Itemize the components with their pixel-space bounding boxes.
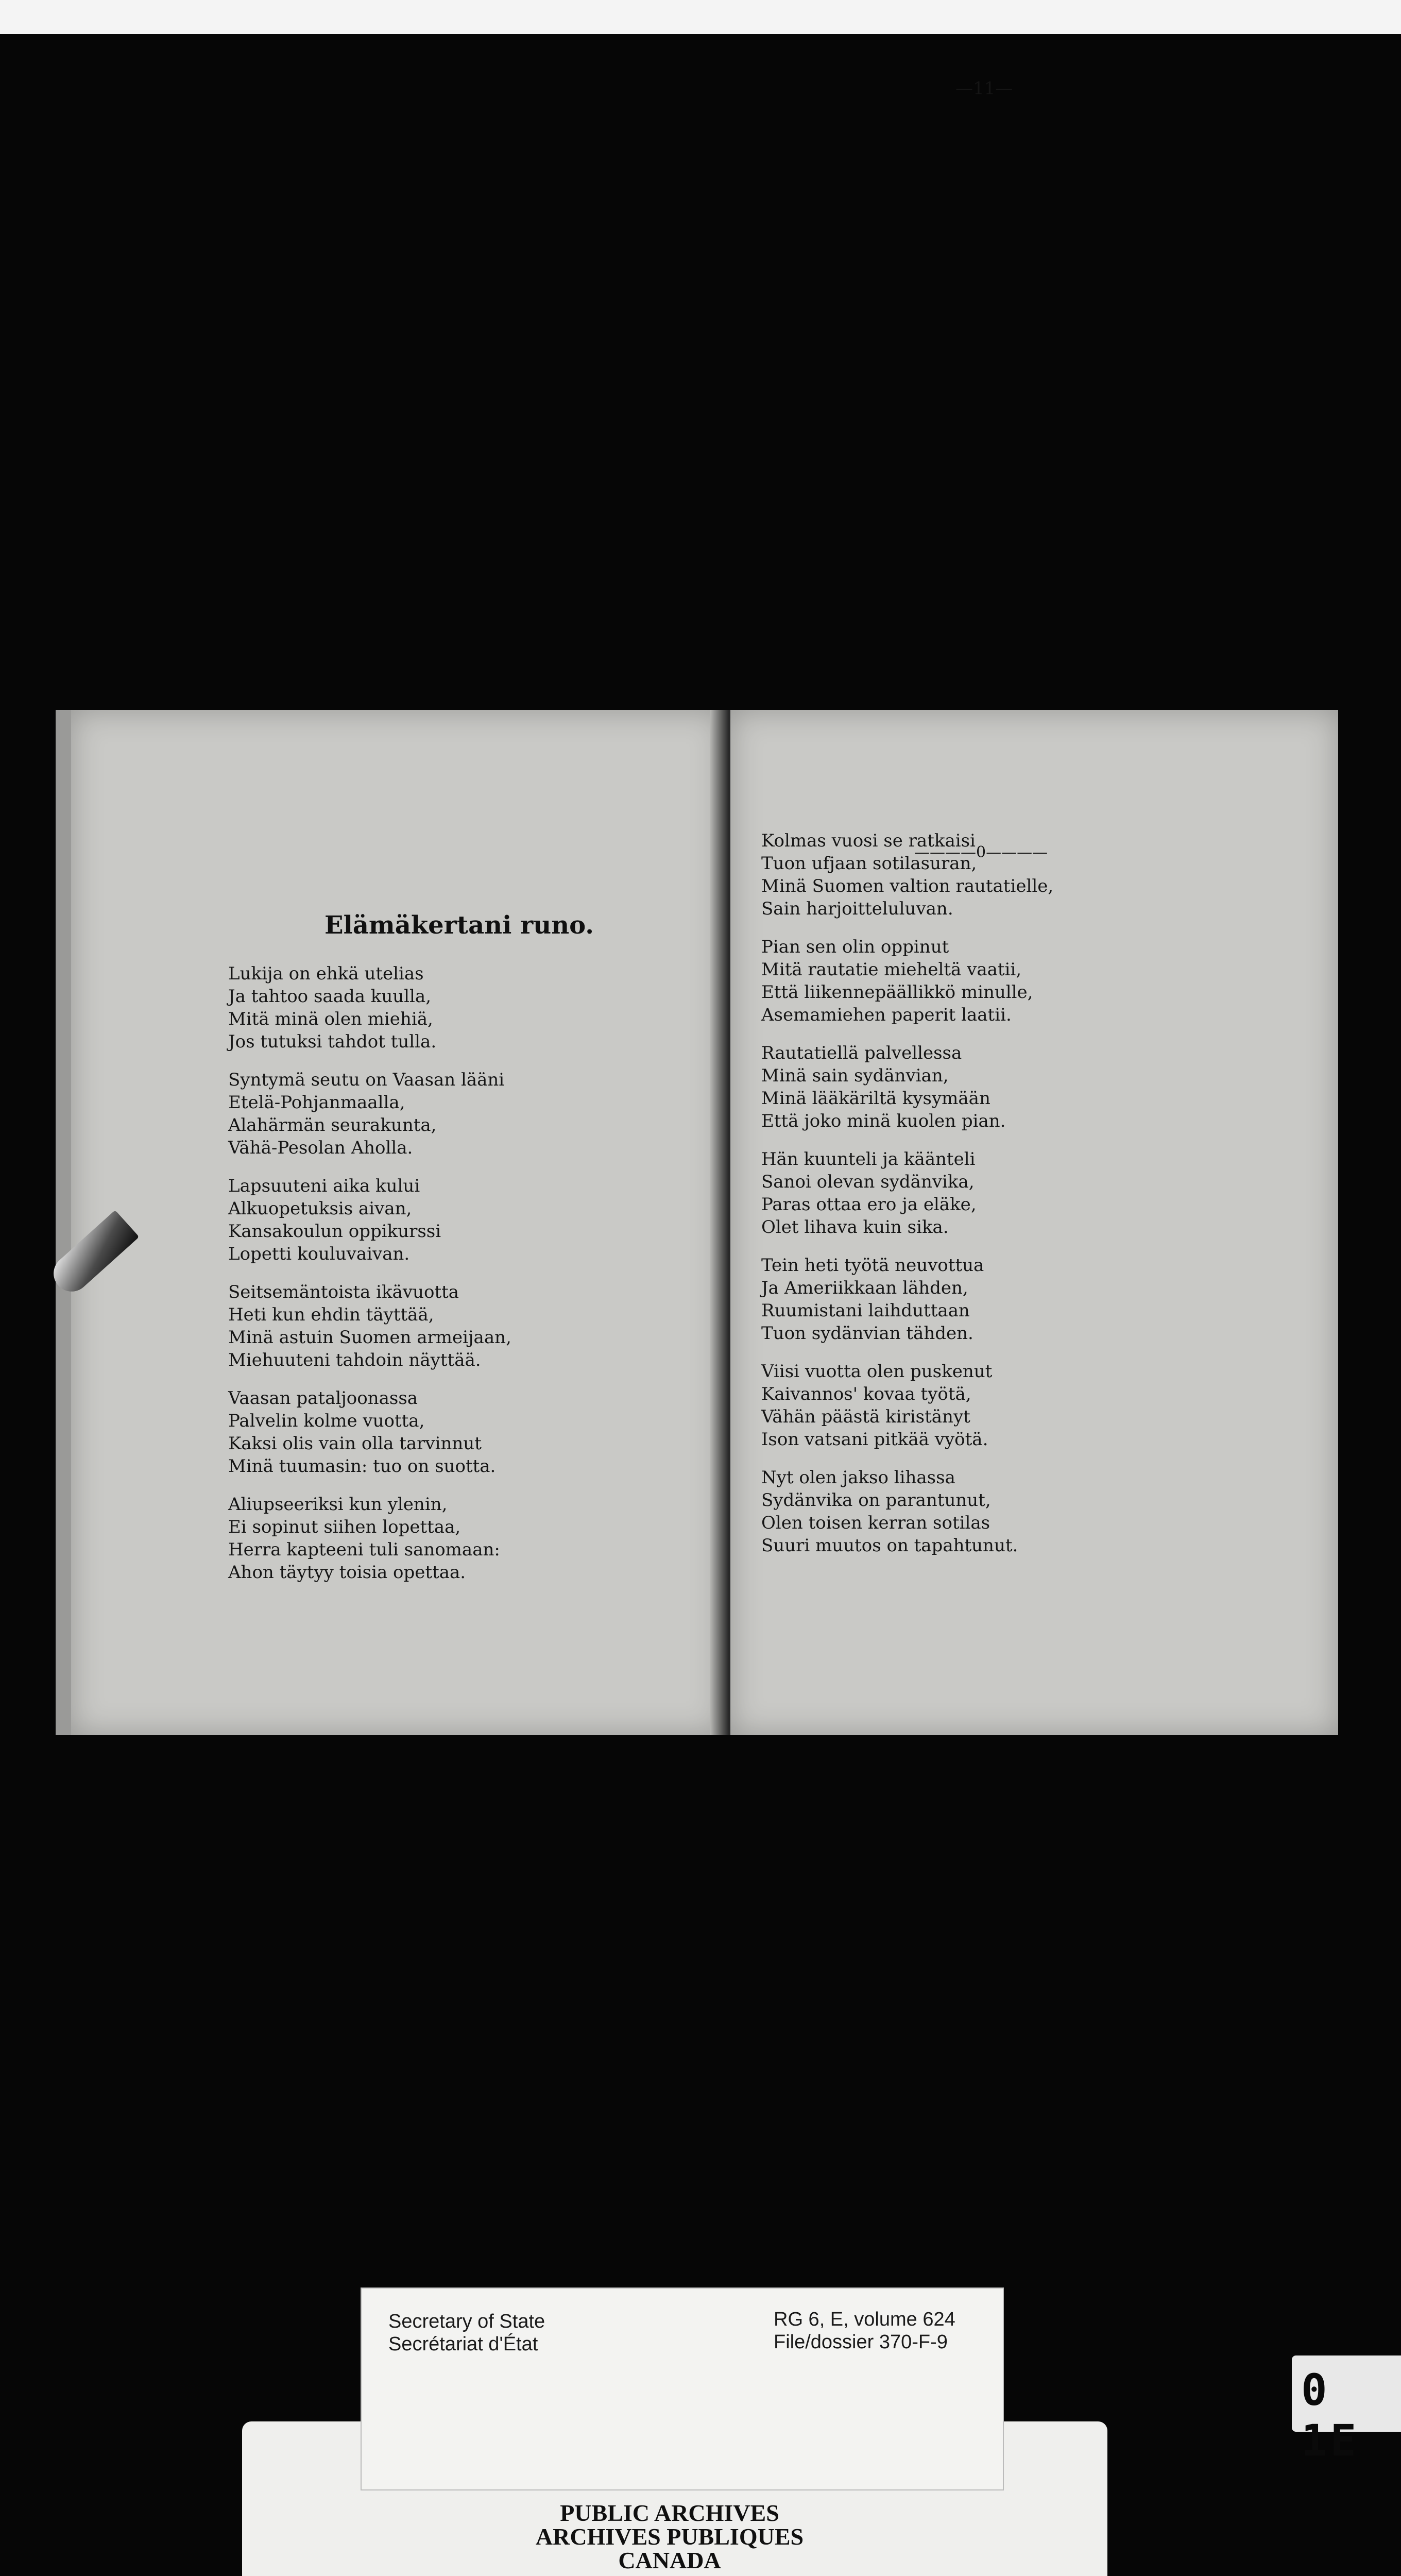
poem-line: Alkuopetuksis aivan, xyxy=(228,1198,412,1219)
poem-stanza xyxy=(761,1042,1006,1132)
poem-line: Miehuuteni tahdoin näyttää. xyxy=(228,1350,481,1370)
poem-line: Minä Suomen valtion rautatielle, xyxy=(761,876,1054,896)
poem-line: Paras ottaa ero ja eläke, xyxy=(761,1194,977,1215)
department-label: Secretary of State Secrétariat d'État xyxy=(388,2311,545,2355)
poem-line: Sain harjoitteluluvan. xyxy=(761,899,953,919)
frame-counter: 0 1E xyxy=(1292,2355,1401,2432)
poem-line: Viisi vuotta olen puskenut xyxy=(761,1361,993,1382)
archive-reference-card xyxy=(361,2287,1004,2490)
poem-line: Ruumistani laihduttaan xyxy=(761,1300,970,1321)
poem-line: Herra kapteeni tuli sanomaan: xyxy=(228,1539,500,1560)
poem-stanza xyxy=(761,1148,977,1239)
poem-line: Sanoi olevan sydänvika, xyxy=(761,1172,975,1192)
poem-line: Jos tutuksi tahdot tulla. xyxy=(228,1031,437,1052)
poem-line: Ja Ameriikkaan lähden, xyxy=(761,1278,968,1298)
poem-line: Vähä-Pesolan Aholla. xyxy=(228,1138,413,1158)
poem-line: Minä astuin Suomen armeijaan, xyxy=(228,1327,511,1348)
poem-line: Ei sopinut siihen lopettaa, xyxy=(228,1517,461,1537)
poem-line: Ison vatsani pitkää vyötä. xyxy=(761,1429,988,1450)
poem-title: Elämäkertani runo. xyxy=(324,911,594,940)
poem-line: Lapsuuteni aika kului xyxy=(228,1176,420,1196)
poem-stanza xyxy=(228,1387,496,1478)
poem-stanza xyxy=(761,1254,984,1345)
poem-line: Syntymä seutu on Vaasan lääni xyxy=(228,1070,505,1090)
poem-line: Vähän päästä kiristänyt xyxy=(761,1406,970,1427)
poem-line: Heti kun ehdin täyttää, xyxy=(228,1304,434,1325)
poem-line: Tuon ufjaan sotilasuran, xyxy=(761,853,977,874)
poem-line: Että joko minä kuolen pian. xyxy=(761,1111,1006,1131)
open-book xyxy=(56,710,1354,1735)
poem-line: Olen toisen kerran sotilas xyxy=(761,1513,990,1533)
page-number: —11— xyxy=(955,78,1013,99)
archives-stamp: PUBLIC ARCHIVES ARCHIVES PUBLIQUES CANADA xyxy=(535,2500,804,2573)
poem-line: Asemamiehen paperit laatii. xyxy=(761,1005,1012,1025)
poem-line: Ja tahtoo saada kuulla, xyxy=(228,986,432,1007)
poem-line: Nyt olen jakso lihassa xyxy=(761,1467,955,1488)
poem-stanza xyxy=(761,936,1033,1026)
poem-stanza xyxy=(228,1281,511,1371)
poem-line: Kolmas vuosi se ratkaisi xyxy=(761,831,976,851)
poem-line: Minä sain sydänvian, xyxy=(761,1065,949,1086)
poem-stanza xyxy=(761,1466,1018,1557)
poem-line: Mitä minä olen miehiä, xyxy=(228,1009,433,1029)
poem-line: Palvelin kolme vuotta, xyxy=(228,1411,425,1431)
left-page xyxy=(56,710,723,1735)
poem-line: Olet lihava kuin sika. xyxy=(761,1217,949,1238)
poem-line: Pian sen olin oppinut xyxy=(761,937,949,957)
poem-stanza xyxy=(228,1493,500,1584)
top-film-edge xyxy=(0,0,1401,34)
poem-line: Kaivannos' kovaa työtä, xyxy=(761,1384,971,1404)
poem-line: Etelä-Pohjanmaalla, xyxy=(228,1092,405,1113)
poem-line: Vaasan pataljoonassa xyxy=(228,1388,418,1409)
poem-stanza xyxy=(761,1360,992,1451)
poem-stanza xyxy=(228,1175,441,1265)
poem-line: Lopetti kouluvaivan. xyxy=(228,1244,410,1264)
poem-line: Aliupseeriksi kun ylenin, xyxy=(228,1494,448,1515)
poem-line: Mitä rautatie mieheltä vaatii, xyxy=(761,959,1022,980)
poem-line: Rautatiellä palvellessa xyxy=(761,1043,962,1063)
poem-line: Hän kuunteli ja käänteli xyxy=(761,1149,976,1170)
poem-line: Seitsemäntoista ikävuotta xyxy=(228,1282,459,1302)
poem-line: Alahärmän seurakunta, xyxy=(228,1115,437,1136)
poem-line: Kansakoulun oppikurssi xyxy=(228,1221,441,1242)
poem-line: Minä tuumasin: tuo on suotta. xyxy=(228,1456,496,1477)
poem-stanza xyxy=(228,962,436,1053)
poem-line: Että liikennepäällikkö minulle, xyxy=(761,982,1033,1003)
poem-line: Suuri muutos on tapahtunut. xyxy=(761,1535,1018,1556)
file-reference: RG 6, E, volume 624 File/dossier 370-F-9 xyxy=(774,2309,955,2353)
poem-line: Tuon sydänvian tähden. xyxy=(761,1323,973,1344)
right-page xyxy=(730,710,1338,1735)
poem-line: Minä lääkäriltä kysymään xyxy=(761,1088,990,1109)
poem-line: Tein heti työtä neuvottua xyxy=(761,1255,984,1276)
poem-line: Lukija on ehkä utelias xyxy=(228,963,424,984)
poem-line: Kaksi olis vain olla tarvinnut xyxy=(228,1433,482,1454)
poem-line: Sydänvika on parantunut, xyxy=(761,1490,991,1511)
poem-line: Ahon täytyy toisia opettaa. xyxy=(228,1562,466,1583)
poem-stanza xyxy=(228,1069,504,1159)
poem-end-mark: ————0———— xyxy=(914,843,1048,861)
